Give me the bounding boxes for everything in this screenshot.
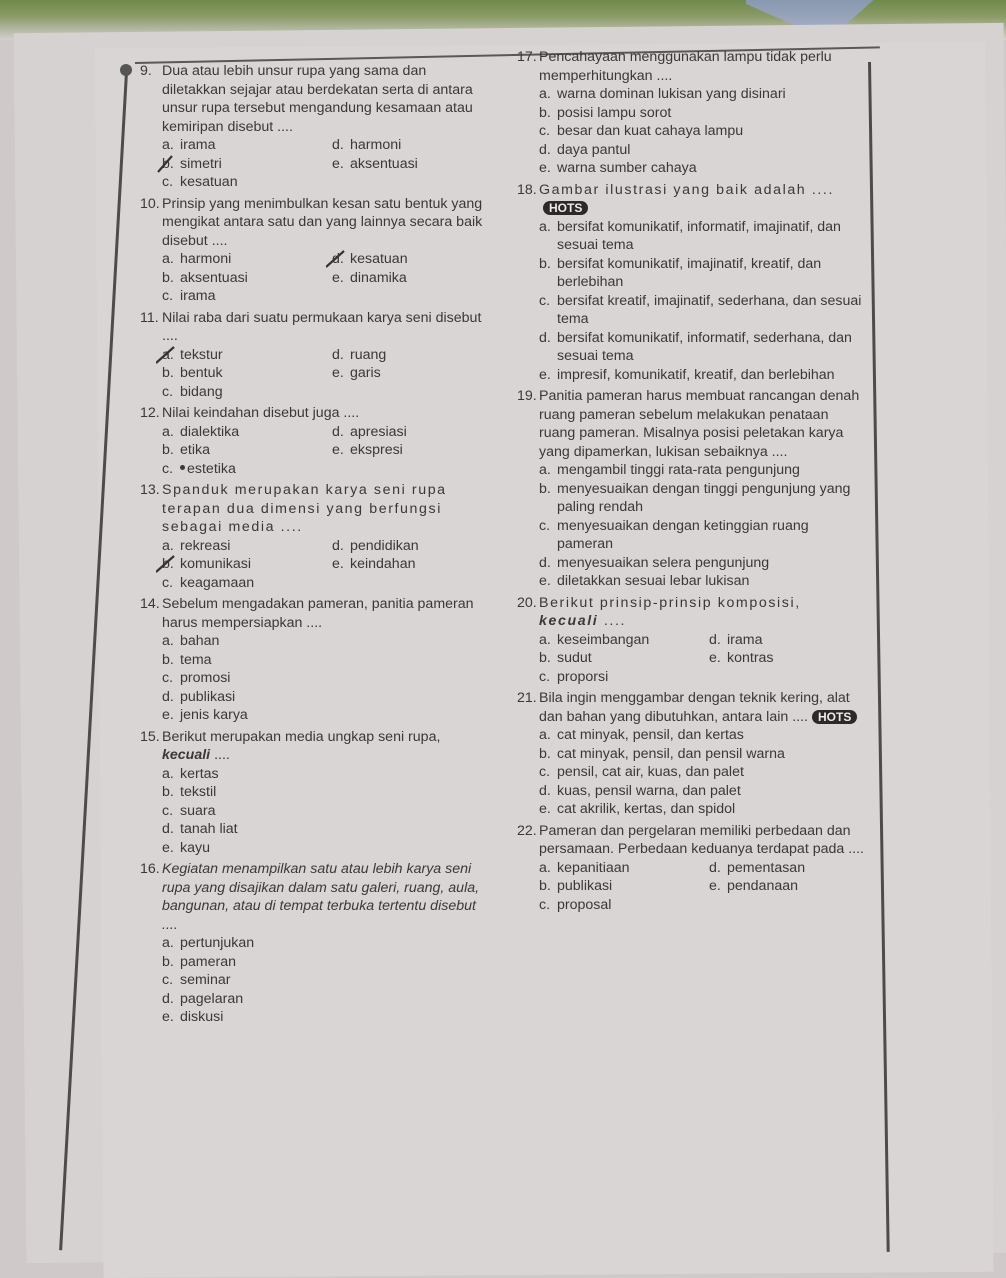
- option-label: d.: [332, 137, 344, 153]
- question-emphasis: kecuali: [162, 747, 211, 763]
- option-label: c.: [162, 670, 174, 686]
- option-label: a.: [539, 859, 551, 876]
- option-c[interactable]: [162, 287, 332, 306]
- option-b[interactable]: [539, 480, 867, 517]
- options: [517, 859, 867, 915]
- option-text: pameran: [180, 953, 236, 970]
- option-label: d.: [539, 554, 551, 571]
- question-number: 13.: [140, 482, 160, 498]
- handwritten-dot-mark-icon: [180, 465, 185, 470]
- option-text: bersifat komunikatif, informatif, sederhana, dan sesuai tema: [557, 329, 852, 364]
- option-e[interactable]: [162, 706, 490, 725]
- option-text: kuas, pensil warna, dan palet: [557, 782, 741, 799]
- option-label: a.: [162, 423, 174, 440]
- question-text: Dua atau lebih unsur rupa yang sama dan diletakkan sejajar atau berdekatan serta di antara unsur rupa tersebut mengandung kesamaan atau kemiripan disebut ....: [162, 63, 473, 135]
- question-number: 22.: [517, 822, 537, 839]
- option-e[interactable]: [539, 572, 867, 591]
- option-c[interactable]: [162, 383, 332, 402]
- option-c[interactable]: [162, 173, 332, 192]
- option-label: b.: [162, 784, 174, 800]
- option-d[interactable]: [332, 346, 502, 365]
- option-label: b.: [539, 255, 551, 272]
- option-a[interactable]: [539, 85, 867, 104]
- option-b[interactable]: [162, 269, 332, 288]
- option-d[interactable]: [539, 554, 867, 573]
- option-text: diletakkan sesuai lebar lukisan: [557, 573, 750, 589]
- option-b[interactable]: [539, 104, 867, 123]
- question-text: Pameran dan pergelaran memiliki perbedaan dan persamaan. Perbedaan keduanya terdapat pada ....: [539, 822, 864, 857]
- option-label: c.: [162, 802, 174, 819]
- question-15: [140, 728, 490, 858]
- option-label: e.: [162, 1009, 174, 1025]
- option-text: menyesuaikan dengan tinggi pengunjung yang paling rendah: [557, 480, 851, 515]
- options: [140, 346, 490, 402]
- option-label: d.: [539, 329, 551, 346]
- option-text: bidang: [180, 383, 223, 400]
- option-label: a.: [162, 633, 174, 649]
- option-a[interactable]: [162, 765, 490, 784]
- option-label: c.: [162, 972, 174, 988]
- option-c[interactable]: [162, 971, 490, 990]
- option-text: cat minyak, pensil, dan kertas: [557, 727, 744, 743]
- options: [517, 218, 867, 385]
- option-label: b.: [539, 745, 551, 762]
- question-text: [539, 689, 867, 726]
- option-text: seminar: [180, 972, 231, 988]
- option-text: kepanitiaan: [557, 859, 630, 876]
- option-text: jenis karya: [180, 707, 248, 723]
- question-text: Nilai keindahan disebut juga ....: [162, 405, 360, 421]
- option-label: e.: [332, 556, 344, 572]
- option-text: menyesuaikan selera pengunjung: [557, 554, 770, 571]
- question-text: Kegiatan menampilkan satu atau lebih karya seni rupa yang disajikan dalam satu galeri, ruang, aula, bangunan, atau di tempat terbuka tertentu disebut ....: [162, 861, 480, 933]
- option-label: c.: [162, 383, 174, 400]
- option-label: a.: [539, 631, 551, 648]
- question-16: [140, 860, 490, 1027]
- question-text-part: Bila ingin menggambar dengan teknik kering, alat dan bahan yang dibutuhkan, antara lain ....: [539, 690, 850, 725]
- option-label: c.: [539, 517, 551, 534]
- option-e[interactable]: [539, 366, 867, 385]
- options: [140, 136, 490, 192]
- option-b[interactable]: [539, 255, 867, 292]
- option-label: b.: [539, 650, 551, 666]
- option-b[interactable]: [539, 745, 867, 764]
- question-number: 20.: [517, 594, 537, 611]
- option-text: kontras: [727, 650, 774, 666]
- question-13: [140, 481, 490, 592]
- option-d[interactable]: [332, 423, 502, 442]
- option-text: kesatuan: [350, 251, 408, 267]
- hots-badge: HOTS: [543, 201, 588, 215]
- hots-row: [517, 199, 867, 218]
- option-label: b.: [539, 480, 551, 497]
- option-text: besar dan kuat cahaya lampu: [557, 123, 744, 139]
- option-a[interactable]: [539, 859, 709, 878]
- option-label: e.: [162, 839, 174, 856]
- option-text: rekreasi: [180, 537, 231, 554]
- option-text: daya pantul: [557, 141, 631, 158]
- option-e[interactable]: [332, 364, 502, 383]
- option-label: c.: [539, 668, 551, 685]
- option-label: b.: [162, 556, 174, 572]
- option-text: diskusi: [180, 1009, 224, 1025]
- option-label: c.: [539, 292, 551, 309]
- option-e[interactable]: [162, 839, 490, 858]
- option-label: d.: [539, 141, 551, 158]
- hots-badge: HOTS: [812, 710, 857, 724]
- option-text: ekspresi: [350, 442, 403, 458]
- options: [517, 461, 867, 591]
- option-label: d.: [332, 251, 344, 267]
- option-label: c.: [539, 764, 551, 780]
- option-text: proporsi: [557, 668, 609, 685]
- option-text: garis: [350, 365, 381, 381]
- option-a[interactable]: [539, 461, 867, 480]
- option-label: c.: [162, 460, 174, 477]
- option-c[interactable]: [539, 122, 867, 141]
- option-text: tema: [180, 651, 212, 668]
- option-label: b.: [162, 953, 174, 970]
- question-text: Prinsip yang menimbulkan kesan satu bentuk yang mengikat antara satu dan yang lainnya secara baik disebut ....: [162, 195, 483, 249]
- option-a[interactable]: [162, 136, 332, 155]
- option-text: irama: [180, 137, 216, 153]
- option-label: e.: [539, 160, 551, 176]
- question-text: Sebelum mengadakan pameran, panitia pameran harus mempersiapkan ....: [162, 596, 474, 631]
- option-b[interactable]: [539, 877, 709, 896]
- option-text: impresif, komunikatif, kreatif, dan berlebihan: [557, 366, 835, 383]
- option-label: b.: [539, 104, 551, 121]
- question-number: 18.: [517, 181, 537, 198]
- option-a[interactable]: [162, 346, 332, 365]
- question-text: Nilai raba dari suatu permukaan karya seni disebut ....: [162, 309, 482, 344]
- question-number: 15.: [140, 728, 160, 745]
- option-label: d.: [162, 688, 174, 705]
- options: [140, 765, 490, 858]
- option-text: ruang: [350, 346, 387, 363]
- option-label: b.: [162, 442, 174, 458]
- question-text-part: Berikut merupakan media ungkap seni rupa,: [162, 728, 441, 745]
- option-label: d.: [332, 423, 344, 440]
- option-label: c.: [539, 896, 551, 913]
- option-label: d.: [709, 859, 721, 876]
- option-label: a.: [162, 537, 174, 554]
- option-text: pagelaran: [180, 990, 244, 1007]
- option-e[interactable]: [332, 555, 502, 574]
- option-a[interactable]: [539, 631, 709, 650]
- options: [517, 631, 867, 687]
- question-text: [539, 594, 867, 631]
- option-b[interactable]: [162, 155, 332, 174]
- option-e[interactable]: [332, 155, 502, 174]
- option-d[interactable]: [539, 329, 867, 366]
- option-text: tekstil: [180, 784, 217, 800]
- option-label: c.: [162, 574, 174, 591]
- option-b[interactable]: [162, 555, 332, 574]
- option-a[interactable]: [162, 632, 490, 651]
- option-text: cat minyak, pensil, dan pensil warna: [557, 745, 785, 762]
- question-17: [517, 48, 867, 178]
- option-c[interactable]: [539, 517, 867, 554]
- question-number: 16.: [140, 861, 160, 877]
- option-label: b.: [162, 155, 174, 172]
- option-e[interactable]: [332, 269, 502, 288]
- option-label: b.: [162, 651, 174, 668]
- option-label: e.: [709, 878, 721, 894]
- option-e[interactable]: [332, 441, 502, 460]
- option-text: promosi: [180, 670, 231, 686]
- option-c[interactable]: [162, 802, 490, 821]
- option-e[interactable]: [539, 159, 867, 178]
- option-text: etika: [180, 442, 210, 458]
- option-label: b.: [162, 269, 174, 286]
- option-label: b.: [539, 878, 551, 894]
- question-text: Pencahayaan menggunakan lampu tidak perlu memperhitungkan ....: [539, 49, 832, 84]
- question-number: 9.: [140, 63, 152, 79]
- option-b[interactable]: [539, 649, 709, 668]
- option-a[interactable]: [162, 423, 332, 442]
- question-text: Spanduk merupakan karya seni rupa terapan dua dimensi yang berfungsi sebagai media ....: [162, 482, 447, 535]
- option-label: a.: [539, 86, 551, 102]
- options: [140, 934, 490, 1027]
- question-text: Panitia pameran harus membuat rancangan denah ruang pameran sebelum melakukan penataan ruang pameran. Misalnya posisi peletakan karya yang dipamerkan, lukisan sebaiknya ....: [539, 388, 860, 460]
- option-label: a.: [539, 727, 551, 743]
- question-9: [140, 62, 490, 192]
- option-text: kesatuan: [180, 174, 238, 190]
- option-b[interactable]: [162, 783, 490, 802]
- option-text: pendidikan: [350, 537, 419, 554]
- option-b[interactable]: [162, 441, 332, 460]
- question-number: 10.: [140, 195, 160, 212]
- option-text: publikasi: [557, 878, 613, 894]
- option-label: d.: [709, 631, 721, 648]
- right-question-column: [517, 48, 867, 917]
- option-a[interactable]: [162, 537, 332, 556]
- option-a[interactable]: [162, 934, 490, 953]
- option-text: bersifat komunikatif, informatif, imajinatif, dan sesuai tema: [557, 218, 841, 253]
- option-label: e.: [332, 269, 344, 286]
- option-text: bersifat komunikatif, imajinatif, kreatif, dan berlebihan: [557, 255, 822, 290]
- question-12: [140, 404, 490, 478]
- question-text-part: ....: [210, 747, 230, 763]
- question-22: [517, 822, 867, 915]
- option-label: e.: [332, 155, 344, 172]
- option-label: a.: [162, 346, 174, 363]
- option-text: dinamika: [350, 269, 407, 286]
- option-label: a.: [539, 462, 551, 478]
- option-label: c.: [162, 288, 174, 304]
- option-e[interactable]: [539, 800, 867, 819]
- option-c[interactable]: [539, 763, 867, 782]
- option-b[interactable]: [162, 364, 332, 383]
- option-d[interactable]: [162, 990, 490, 1009]
- option-text: keindahan: [350, 556, 416, 572]
- option-label: a.: [162, 935, 174, 951]
- option-label: d.: [332, 537, 344, 554]
- option-text: komunikasi: [180, 556, 251, 572]
- question-number: 21.: [517, 690, 537, 706]
- option-c[interactable]: [539, 292, 867, 329]
- option-text: pementasan: [727, 859, 806, 876]
- options: [140, 537, 490, 593]
- question-20: [517, 594, 867, 687]
- question-text-part: ....: [598, 613, 627, 629]
- question-emphasis: kecuali: [539, 613, 599, 629]
- option-a[interactable]: [539, 218, 867, 255]
- option-text: aksentuasi: [350, 155, 418, 172]
- option-text: irama: [727, 631, 763, 648]
- question-text: Gambar ilustrasi yang baik adalah ....: [539, 181, 835, 198]
- options: [517, 85, 867, 178]
- option-text: apresiasi: [350, 423, 407, 440]
- option-text: harmoni: [350, 137, 402, 153]
- options: [517, 726, 867, 819]
- option-label: e.: [539, 801, 551, 817]
- option-text: sudut: [557, 650, 592, 666]
- option-d[interactable]: [539, 782, 867, 801]
- option-text: suara: [180, 802, 216, 819]
- question-19: [517, 387, 867, 591]
- option-text: aksentuasi: [180, 269, 248, 286]
- option-text: proposal: [557, 896, 612, 913]
- option-text: cat akrilik, kertas, dan spidol: [557, 801, 736, 817]
- option-text: warna dominan lukisan yang disinari: [557, 86, 786, 102]
- option-label: b.: [162, 365, 174, 381]
- option-c[interactable]: [162, 669, 490, 688]
- question-number: 17.: [517, 49, 537, 65]
- option-label: e.: [539, 366, 551, 383]
- option-label: e.: [162, 707, 174, 723]
- option-e[interactable]: [709, 877, 879, 896]
- option-label: e.: [539, 573, 551, 589]
- question-number: 19.: [517, 388, 537, 404]
- option-b[interactable]: [162, 651, 490, 670]
- option-d[interactable]: [332, 136, 502, 155]
- question-18: [517, 181, 867, 385]
- question-number: 14.: [140, 596, 160, 612]
- option-label: d.: [539, 782, 551, 799]
- question-21: [517, 689, 867, 819]
- frame-corner-knob: [120, 64, 132, 76]
- option-label: e.: [332, 442, 344, 458]
- option-text: bentuk: [180, 365, 223, 381]
- option-c[interactable]: [539, 668, 709, 687]
- option-d[interactable]: [332, 537, 502, 556]
- question-14: [140, 595, 490, 725]
- left-question-column: [140, 62, 490, 1030]
- option-label: c.: [539, 123, 551, 139]
- option-text: simetri: [180, 155, 222, 172]
- option-text: tekstur: [180, 346, 223, 363]
- option-text: posisi lampu sorot: [557, 104, 672, 121]
- option-a[interactable]: [539, 726, 867, 745]
- option-text: irama: [180, 288, 216, 304]
- option-b[interactable]: [162, 953, 490, 972]
- option-text: mengambil tinggi rata-rata pengunjung: [557, 462, 800, 478]
- option-text: kertas: [180, 765, 219, 782]
- option-text: dialektika: [180, 423, 240, 440]
- question-10: [140, 195, 490, 306]
- option-label: e.: [709, 650, 721, 666]
- option-label: d.: [162, 821, 174, 837]
- option-d[interactable]: [162, 688, 490, 707]
- option-text: pendanaan: [727, 878, 799, 894]
- option-text: pertunjukan: [180, 935, 255, 951]
- option-label: d.: [332, 346, 344, 363]
- question-11: [140, 309, 490, 402]
- option-text: bersifat kreatif, imajinatif, sederhana, dan sesuai tema: [557, 292, 862, 327]
- option-e[interactable]: [162, 1008, 490, 1027]
- option-text: estetika: [187, 460, 236, 477]
- option-text: kayu: [180, 839, 210, 856]
- option-text: tanah liat: [180, 821, 238, 837]
- option-text: bahan: [180, 633, 220, 649]
- option-text: warna sumber cahaya: [557, 160, 697, 176]
- option-a[interactable]: [162, 250, 332, 269]
- option-text: harmoni: [180, 251, 232, 267]
- option-label: d.: [162, 990, 174, 1007]
- options: [140, 423, 490, 479]
- option-label: a.: [162, 765, 174, 782]
- option-label: a.: [539, 218, 551, 235]
- option-label: e.: [332, 365, 344, 381]
- option-d[interactable]: [539, 141, 867, 160]
- question-text: [162, 728, 490, 765]
- option-text: pensil, cat air, kuas, dan palet: [557, 764, 744, 780]
- option-c[interactable]: [162, 460, 332, 479]
- option-text: keseimbangan: [557, 631, 650, 648]
- options: [140, 250, 490, 306]
- option-text: keagamaan: [180, 574, 255, 591]
- option-c[interactable]: [539, 896, 709, 915]
- option-d[interactable]: [332, 250, 502, 269]
- option-c[interactable]: [162, 574, 332, 593]
- option-e[interactable]: [709, 649, 879, 668]
- option-label: a.: [162, 137, 174, 153]
- option-d[interactable]: [709, 631, 879, 650]
- option-d[interactable]: [162, 820, 490, 839]
- option-label: a.: [162, 251, 174, 267]
- options: [140, 632, 490, 725]
- option-text: menyesuaikan dengan ketinggian ruang pameran: [557, 517, 809, 552]
- option-label: c.: [162, 174, 174, 190]
- question-number: 12.: [140, 405, 160, 421]
- question-text-part: Berikut prinsip-prinsip komposisi,: [539, 594, 801, 611]
- option-text: publikasi: [180, 688, 236, 705]
- question-number: 11.: [140, 309, 159, 326]
- option-d[interactable]: [709, 859, 879, 878]
